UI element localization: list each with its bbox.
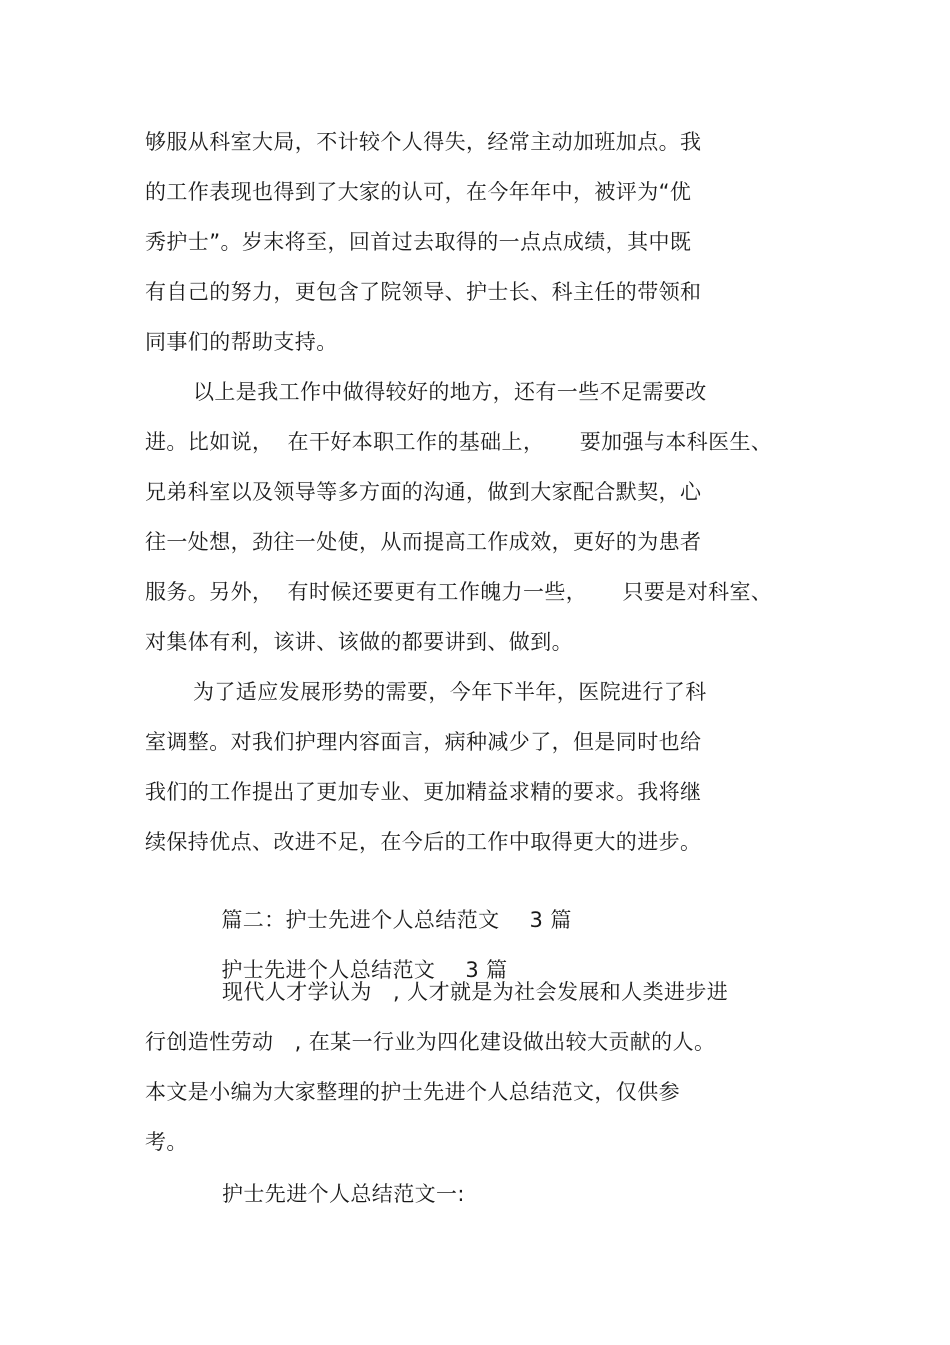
text-line: 够服从科室大局，不计较个人得失，经常主动加班加点。我 (145, 130, 702, 154)
text-line: 本文是小编为大家整理的护士先进个人总结范文，仅供参 (145, 1080, 680, 1104)
section-heading-count: 3 篇 (529, 908, 572, 932)
text-line: 秀护士”。岁末将至，回首过去取得的一点点成绩，其中既 (145, 230, 692, 254)
article-subheading: 护士先进个人总结范文一: (222, 1182, 465, 1206)
section-heading-text: 篇二：护士先进个人总结范文 (221, 908, 500, 932)
text-line: 服务。另外， 有时候还要更有工作魄力一些， 只要是对科室、 (145, 580, 773, 604)
text-line: 进。比如说， 在干好本职工作的基础上， 要加强与本科医生、 (145, 430, 773, 454)
text-line: 行创造性劳动 , 在某一行业为四化建设做出较大贡献的人。 (145, 1030, 716, 1054)
text-line: 考。 (145, 1130, 188, 1154)
text-line: 同事们的帮助支持。 (145, 330, 338, 354)
text-line: 室调整。对我们护理内容面言，病种减少了，但是同时也给 (145, 730, 702, 754)
text-line: 续保持优点、改进不足，在今后的工作中取得更大的进步。 (145, 830, 702, 854)
article-title-count: 3 篇 (465, 958, 508, 982)
article-title-text: 护士先进个人总结范文 (221, 958, 436, 982)
text-line: 我们的工作提出了更加专业、更加精益求精的要求。我将继 (145, 780, 702, 804)
text-line: 往一处想，劲往一处使，从而提高工作成效，更好的为患者 (145, 530, 702, 554)
text-line: 现代人才学认为 , 人才就是为社会发展和人类进步进 (222, 980, 729, 1004)
text-line: 为了适应发展形势的需要，今年下半年，医院进行了科 (193, 680, 707, 704)
text-line: 对集体有利，该讲、该做的都要讲到、做到。 (145, 630, 573, 654)
text-line: 以上是我工作中做得较好的地方，还有一些不足需要改 (193, 380, 707, 404)
text-line: 有自己的努力，更包含了院领导、护士长、科主任的带领和 (145, 280, 702, 304)
text-line: 的工作表现也得到了大家的认可，在今年年中，被评为“优 (145, 180, 692, 204)
text-line: 兄弟科室以及领导等多方面的沟通，做到大家配合默契，心 (145, 480, 702, 504)
